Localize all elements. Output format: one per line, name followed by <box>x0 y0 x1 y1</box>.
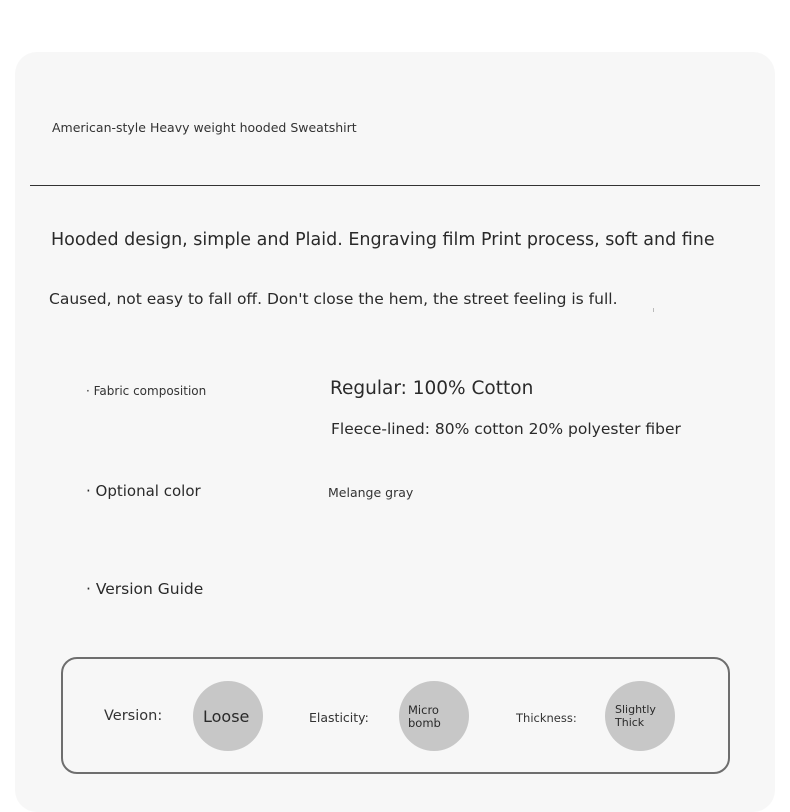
product-detail-card <box>15 52 775 812</box>
elasticity-value: Micro bomb <box>408 703 441 730</box>
version-value: Loose <box>203 707 250 726</box>
optional-color-label: · Optional color <box>86 482 201 500</box>
version-guide-box <box>61 657 730 774</box>
version-label: Version: <box>104 708 163 724</box>
elasticity-badge <box>399 681 469 751</box>
title-divider <box>30 185 760 186</box>
optional-color-value: Melange gray <box>328 485 414 500</box>
thickness-label: Thickness: <box>516 711 577 725</box>
elasticity-label: Elasticity: <box>309 710 369 725</box>
product-title: American-style Heavy weight hooded Sweatshirt <box>52 120 357 135</box>
fabric-fleece-value: Fleece-lined: 80% cotton 20% polyester fiber <box>331 420 681 438</box>
version-badge <box>193 681 263 751</box>
description-line-2: Caused, not easy to fall off. Don't close the hem, the street feeling is full. <box>49 290 618 308</box>
description-line-1: Hooded design, simple and Plaid. Engraving film Print process, soft and fine <box>51 230 715 250</box>
version-guide-label: · Version Guide <box>86 580 204 598</box>
thickness-value: Slightly Thick <box>615 703 656 729</box>
stray-mark <box>653 308 654 312</box>
fabric-composition-label: · Fabric composition <box>86 384 207 398</box>
fabric-regular-value: Regular: 100% Cotton <box>330 378 534 399</box>
thickness-badge <box>605 681 675 751</box>
